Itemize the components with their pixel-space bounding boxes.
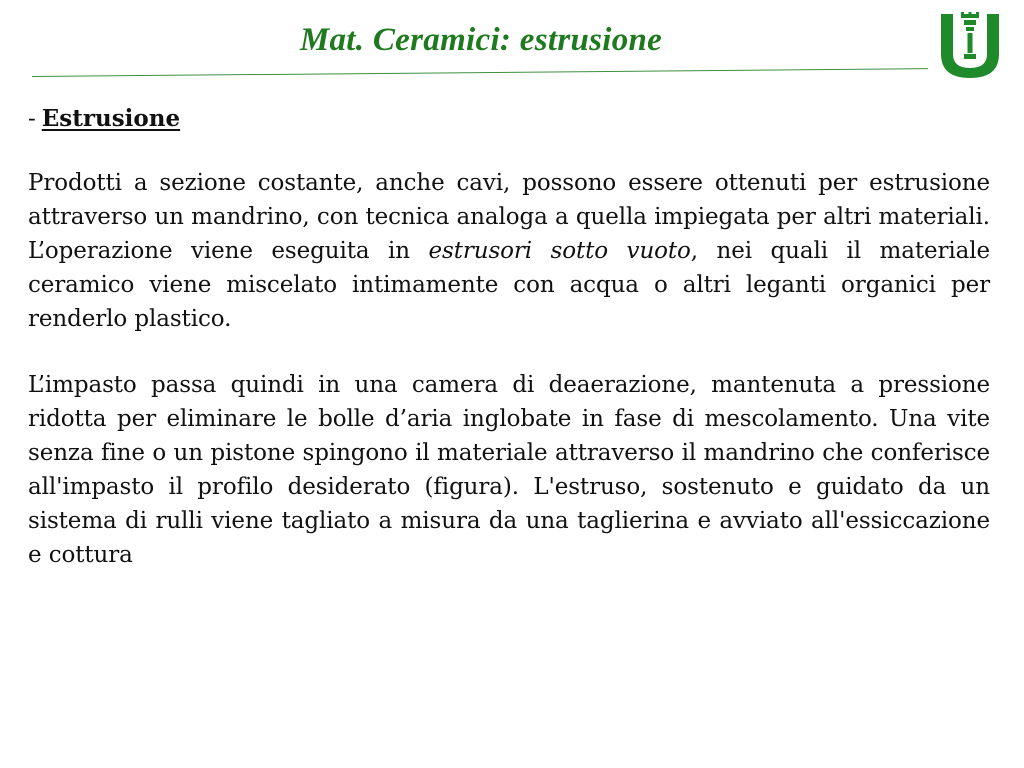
paragraph-2: L’impasto passa quindi in una camera di deaerazione, mantenuta a pressione ridotta per eliminare le bolle d’aria inglobate in fase di mescolamento. Una vite senza fine o un pistone spingono il materiale attraverso il mandrino che conferisce all'impasto il profilo desiderato (figura). L'estruso, sostenuto e guidato da un sistema di rulli viene tagliato a misura da una taglierina e avviato all'essiccazione e cottura [28, 372, 990, 568]
title-divider [32, 68, 928, 77]
paragraph-1-part-1: Prodotti a sezione costante, anche cavi, possono essere ottenuti per estrusione attraverso un mandrino, con tecnica analoga a quella impiegata per altri materiali. L’operazione viene eseguita in [28, 170, 990, 264]
paragraph-1-part-2: , nei quali il materiale ceramico viene miscelato intimamente con acqua o altri leganti organici per renderlo plastico. [28, 238, 991, 332]
heading-dash: - [28, 106, 36, 132]
paragraph-1 [28, 166, 990, 336]
university-logo-icon [937, 10, 1003, 80]
slide-title: Mat. Ceramici: estrusione [299, 22, 663, 58]
slide-content [28, 102, 990, 604]
section-heading: Estrusione [41, 105, 181, 132]
paragraph-1-emphasis: estrusori sotto vuoto [428, 238, 691, 264]
section-heading-line [28, 102, 990, 136]
